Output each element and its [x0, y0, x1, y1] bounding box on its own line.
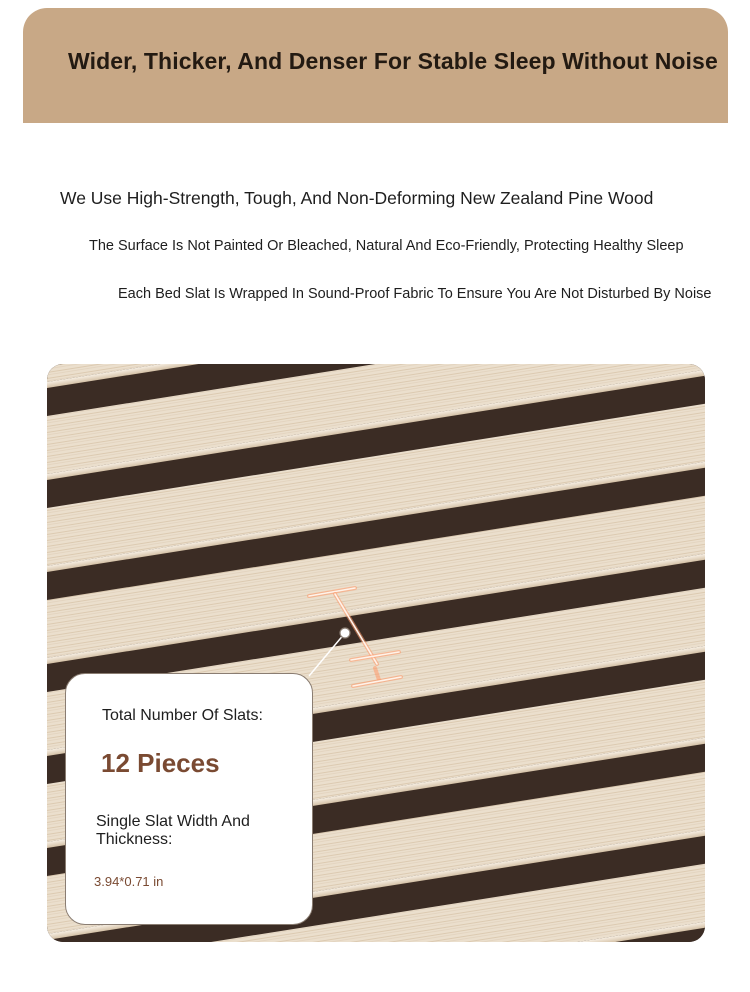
- slat-info-card: [65, 673, 313, 925]
- callout-dot: [340, 628, 350, 638]
- feature-text-soundproof: Each Bed Slat Is Wrapped In Sound-Proof Fabric To Ensure You Are Not Disturbed By Noise: [118, 286, 712, 302]
- feature-text-surface: The Surface Is Not Painted Or Bleached, Natural And Eco-Friendly, Protecting Healthy Sleep: [89, 238, 684, 254]
- slat-count-label: Total Number Of Slats:: [102, 707, 263, 724]
- slat-size-value: 3.94*0.71 in: [94, 874, 164, 889]
- header-banner: [23, 8, 728, 123]
- banner-title: Wider, Thicker, And Denser For Stable Sleep Without Noise: [68, 48, 718, 74]
- slat-size-label: Single Slat Width And Thickness:: [96, 813, 250, 848]
- slat-count-value: 12 Pieces: [101, 748, 220, 778]
- feature-text-material: We Use High-Strength, Tough, And Non-Deforming New Zealand Pine Wood: [60, 188, 654, 208]
